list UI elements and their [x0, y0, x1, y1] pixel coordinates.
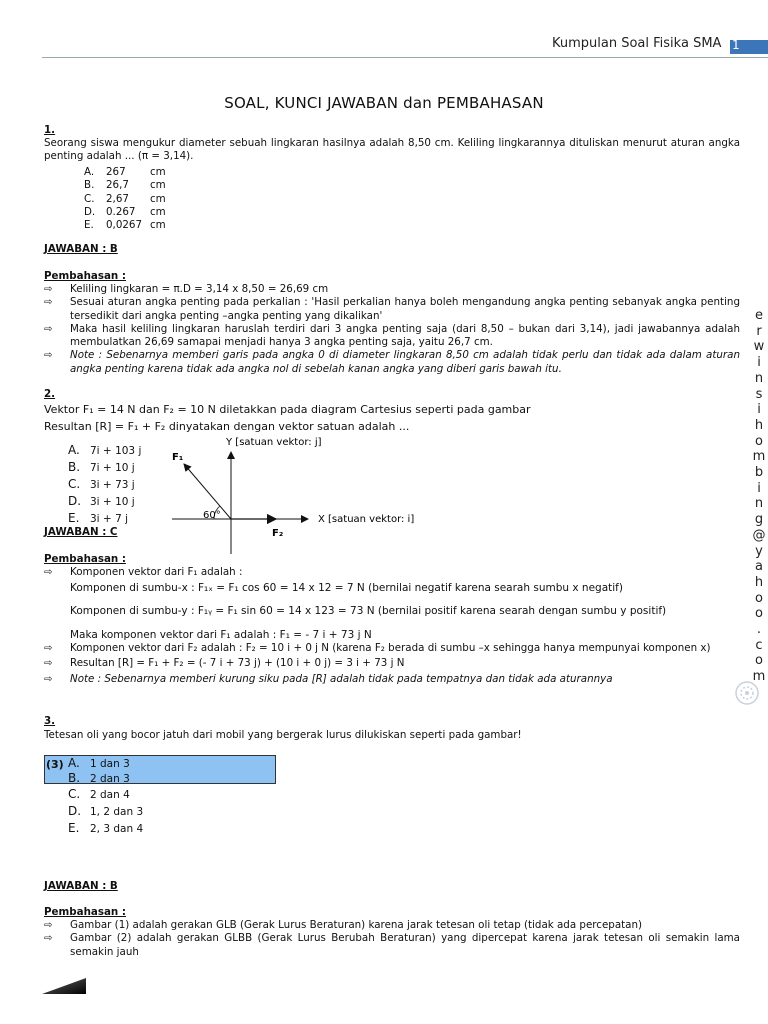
header-divider — [42, 57, 768, 58]
q2-point: Komponen di sumbu-y : F₁ᵧ = F₁ sin 60 = 14 x 123 = 73 N (bernilai positif karena searah dengan sumbu y positif) — [70, 604, 667, 617]
q2-option-d: D. 3i + 10 j — [68, 494, 135, 508]
q2-answer: JAWABAN : C — [44, 526, 118, 538]
vector-diagram — [168, 432, 438, 556]
arrow-icon: ⇨ — [44, 920, 53, 931]
side-email-char: r — [756, 323, 762, 339]
q3-option-d: D. 1, 2 dan 3 — [68, 804, 144, 818]
arrow-icon: ⇨ — [44, 284, 53, 295]
side-email-char: i — [757, 402, 761, 418]
arrow-icon: ⇨ — [44, 933, 53, 945]
side-email-char: n — [754, 370, 764, 386]
side-email-char: o — [755, 433, 763, 449]
arrow-icon: ⇨ — [44, 350, 53, 362]
q1-point: ⇨ Keliling lingkaran = π.D = 3,14 x 8,50 = 26,69 cm — [44, 283, 329, 295]
q2-discussion — [44, 566, 740, 686]
side-email-char: m — [752, 449, 766, 465]
angle-label: 60° — [203, 510, 221, 521]
f2-label: F₂ — [272, 528, 284, 539]
q1-point: ⇨ Note : Sebenarnya memberi garis pada angka 0 di diameter lingkaran 8,50 cm adalah tidak perlu dan tidak ada dalam aturan angka penting karena tidak ada angka nol di sebelah kanan angka yang diberi garis bawah itu. — [44, 349, 740, 375]
q1-option-a: A. 267 cm — [84, 166, 166, 178]
arrow-icon: ⇨ — [44, 297, 53, 309]
q3-point: ⇨ Gambar (1) adalah gerakan GLB (Gerak Lurus Beraturan) karena jarak tetesan oli tetap (tidak ada percepatan) — [44, 919, 643, 931]
q1-option-e: E. 0,0267 cm — [84, 219, 166, 232]
q2-number: 2. — [44, 388, 56, 400]
q1-options — [84, 166, 166, 232]
side-email-char: o — [755, 606, 763, 622]
q2-line1: Vektor F₁ = 14 N dan F₂ = 10 N diletakkan pada diagram Cartesius seperti pada gambar — [44, 403, 531, 416]
side-email-char: h — [754, 417, 764, 433]
side-email-char: i — [757, 355, 761, 371]
f1-label: F₁ — [172, 452, 184, 463]
side-email-char: s — [755, 386, 763, 402]
side-email-char: . — [756, 622, 762, 638]
q1-discussion — [44, 283, 740, 376]
q3-option-c: C. 2 dan 4 — [68, 787, 130, 801]
q3-number: 3. — [44, 715, 56, 727]
q3-options — [68, 756, 143, 837]
page-number: 1 — [732, 38, 740, 52]
q3-text: Tetesan oli yang bocor jatuh dari mobil yang bergerak lurus dilukiskan seperti pada gambar! — [44, 729, 522, 741]
corner-decoration-icon — [40, 976, 88, 996]
side-email-char: y — [755, 543, 763, 559]
side-email — [749, 308, 768, 685]
q1-answer: JAWABAN : B — [44, 243, 118, 255]
side-email-char: i — [757, 480, 761, 496]
x-axis-label: X [satuan vektor: i] — [318, 514, 415, 525]
side-email-char: o — [755, 590, 763, 606]
q1-option-c: C. 2,67 cm — [84, 192, 166, 205]
header-title: Kumpulan Soal Fisika SMA — [552, 36, 722, 51]
q3-point: ⇨ Gambar (2) adalah gerakan GLBB (Gerak Lurus Berubah Beraturan) yang dipercepat karena jarak tetesan oli semakin lama semakin jauh — [44, 932, 740, 958]
q2-point: ⇨ Komponen vektor dari F₁ adalah : — [44, 566, 243, 578]
q1-option-b: B. 26,7 cm — [84, 179, 166, 192]
side-email-char: @ — [752, 527, 766, 543]
side-email-char: w — [753, 339, 765, 355]
q3-option-e: E. 2, 3 dan 4 — [68, 821, 144, 835]
q3-option-b: B. 2 dan 3 — [68, 771, 130, 785]
q3-overlay-text: (3) — [46, 758, 64, 771]
q2-options — [68, 442, 141, 527]
arrow-icon: ⇨ — [44, 567, 53, 578]
q1-point: ⇨ Maka hasil keliling lingkaran haruslah terdiri dari 3 angka penting saja (dari 8,50 – bukan dari 3,14), jadi jawabannya adalah membulatkan 26,69 samapai menjadi hanya 3 angka penting saja, yaitu 26,7 cm. — [44, 322, 740, 349]
q3-discussion — [44, 919, 740, 959]
q1-option-d: D. 0.267 cm — [84, 205, 166, 218]
q2-line2: Resultan [R] = F₁ + F₂ dinyatakan dengan vektor satuan adalah ... — [44, 420, 410, 433]
q2-option-a: A. 7i + 103 j — [68, 443, 142, 457]
side-email-char: m — [752, 669, 766, 685]
side-email-char: c — [755, 637, 763, 653]
q2-option-b: B. 7i + 10 j — [68, 460, 135, 474]
side-email-char: o — [755, 653, 763, 669]
q2-point: ⇨ Komponen vektor dari F₂ adalah : F₂ = 10 i + 0 j N (karena F₂ berada di sumbu –x sehingga hanya mempunyai komponen x) — [44, 642, 711, 655]
q2-point: Komponen di sumbu-x : F₁ₓ = F₁ cos 60 = 14 x 12 = 7 N (bernilai negatif karena searah sumbu x negatif) — [70, 582, 623, 595]
arrow-icon: ⇨ — [44, 658, 53, 670]
q2-option-e: E. 3i + 7 j — [68, 511, 129, 525]
side-email-char: h — [754, 574, 764, 590]
q1-discussion-label: Pembahasan : — [44, 270, 126, 282]
arrow-icon: ⇨ — [44, 673, 53, 685]
side-email-char: a — [755, 559, 763, 575]
q1-text: Seorang siswa mengukur diameter sebuah lingkaran hasilnya adalah 8,50 cm. Keliling lingkarannya dituliskan menurut aturan angka penting adalah ... (π = 3,14). — [44, 137, 740, 163]
arrow-icon: ⇨ — [44, 643, 53, 655]
q1-number: 1. — [44, 124, 56, 136]
y-axis-label: Y [satuan vektor: j] — [226, 437, 322, 448]
arrow-icon: ⇨ — [44, 323, 53, 335]
q3-answer: JAWABAN : B — [44, 880, 118, 892]
q2-point: Maka komponen vektor dari F₁ adalah : F₁ = - 7 i + 73 j N — [70, 628, 372, 641]
q1-point: ⇨ Sesuai aturan angka penting pada perkalian : 'Hasil perkalian hanya boleh mengandung angka penting sebanyak angka penting tersedikit dari angka penting –angka penting yang dikalikan' — [44, 296, 740, 322]
side-email-char: n — [754, 496, 764, 512]
q2-point: ⇨ Note : Sebenarnya memberi kurung siku pada [R] adalah tidak pada tempatnya dan tidak ada aturannya — [44, 672, 613, 685]
q3-option-a: A. 1 dan 3 — [68, 756, 130, 770]
doc-title: SOAL, KUNCI JAWABAN dan PEMBAHASAN — [224, 94, 544, 112]
side-email-char: g — [754, 512, 764, 528]
q2-discussion-label: Pembahasan : — [44, 553, 126, 565]
q3-discussion-label: Pembahasan : — [44, 906, 126, 918]
side-email-char: e — [755, 308, 763, 323]
side-email-char: b — [754, 465, 764, 481]
q2-option-c: C. 3i + 73 j — [68, 477, 135, 491]
q2-point: ⇨ Resultan [R] = F₁ + F₂ = (- 7 i + 73 j) + (10 i + 0 j) = 3 i + 73 j N — [44, 657, 405, 670]
